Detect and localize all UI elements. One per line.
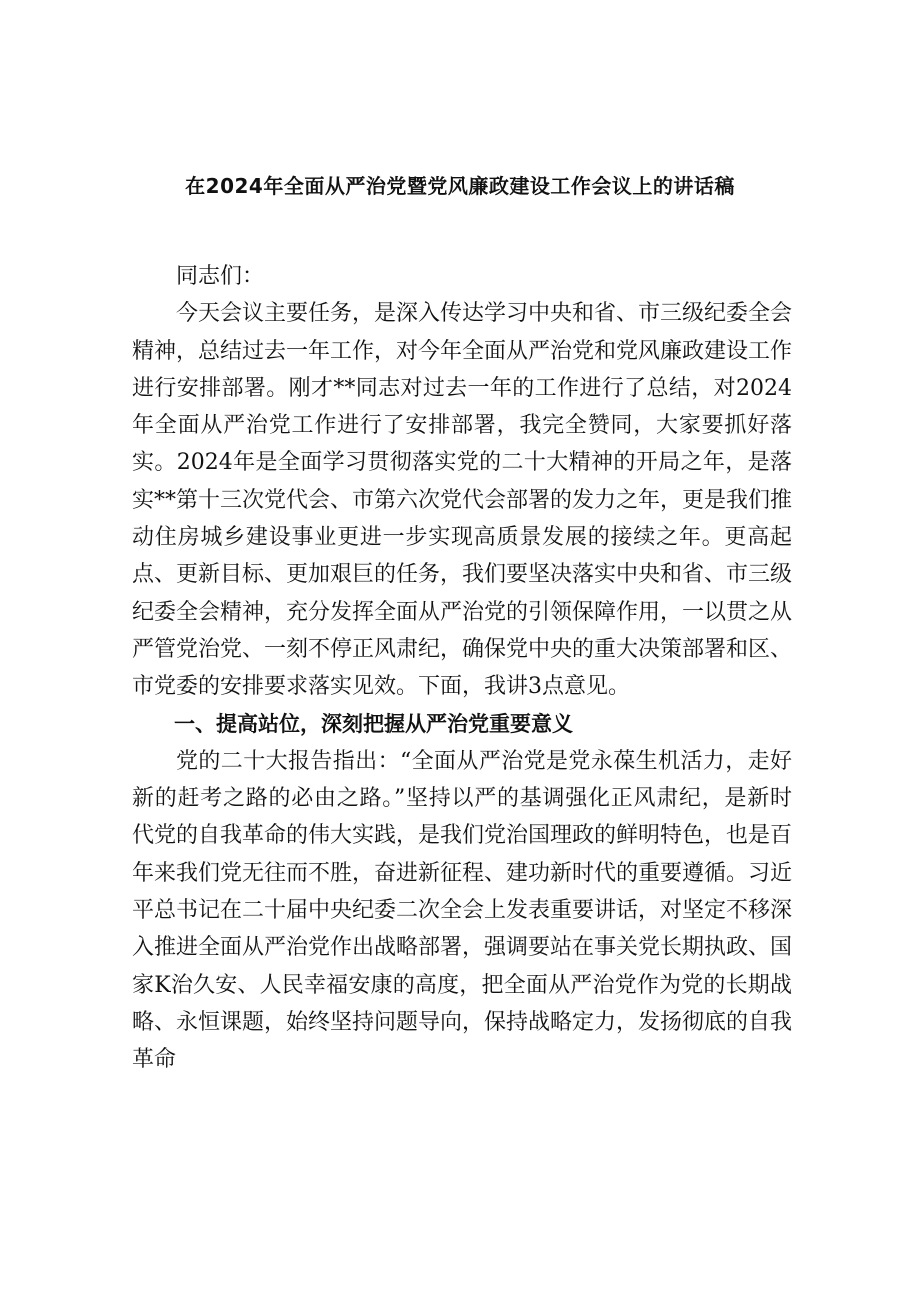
document-title: 在2024年全面从严治党暨党风廉政建设工作会议上的讲话稿: [185, 174, 735, 198]
document-body: [132, 258, 792, 1079]
salutation: 同志们：: [176, 264, 265, 289]
intro-paragraph: 今天会议主要任务，是深入传达学习中央和省、市三级纪委全会精神，总结过去一年工作，对今年全面从严治党和党风廉政建设工作进行安排部署。刚才**同志对过去一年的工作进行了总结，对2024年全面从严治党工作进行了安排部署，我完全赞同，大家要抓好落实。2024年是全面学习贯彻落实党的二十大精神的开局之年，是落实**第十三次党代会、市第六次党代会部署的发力之年，更是我们推动住房城乡建设事业更进一步实现高质景发展的接续之年。更高起点、更新目标、更加艰巨的任务，我们要坚决落实中央和省、市三级纪委全会精神，充分发挥全面从严治党的引领保障作用，一以贯之从严管党治党、一刻不停正风肃纪，确保党中央的重大决策部署和区、市党委的安排要求落实见效。下面，我讲3点意见。: [132, 301, 793, 700]
section-heading-1: 一、提高站位，深刻把握从严治党重要意义: [174, 711, 573, 736]
section-paragraph-1: 党的二十大报告指出：“全面从严治党是党永葆生机活力，走好新的赶考之路的必由之路。”坚持以严的基调强化正风肃纪，是新时代党的自我革命的伟大实践，是我们党治国理政的鲜明特色，也是百年来我们党无往而不胜，奋进新征程、建功新时代的重要遵循。习近平总书记在二十届中央纪委二次全会上发表重要讲话，对坚定不移深入推进全面从严治党作出战略部署，强调要站在事关党长期执政、国家K治久安、人民幸福安康的高度，把全面从严治党作为党的长期战略、永恒课题，始终坚持问题导向，保持战略定力，发扬彻底的自我革命: [132, 748, 793, 1073]
